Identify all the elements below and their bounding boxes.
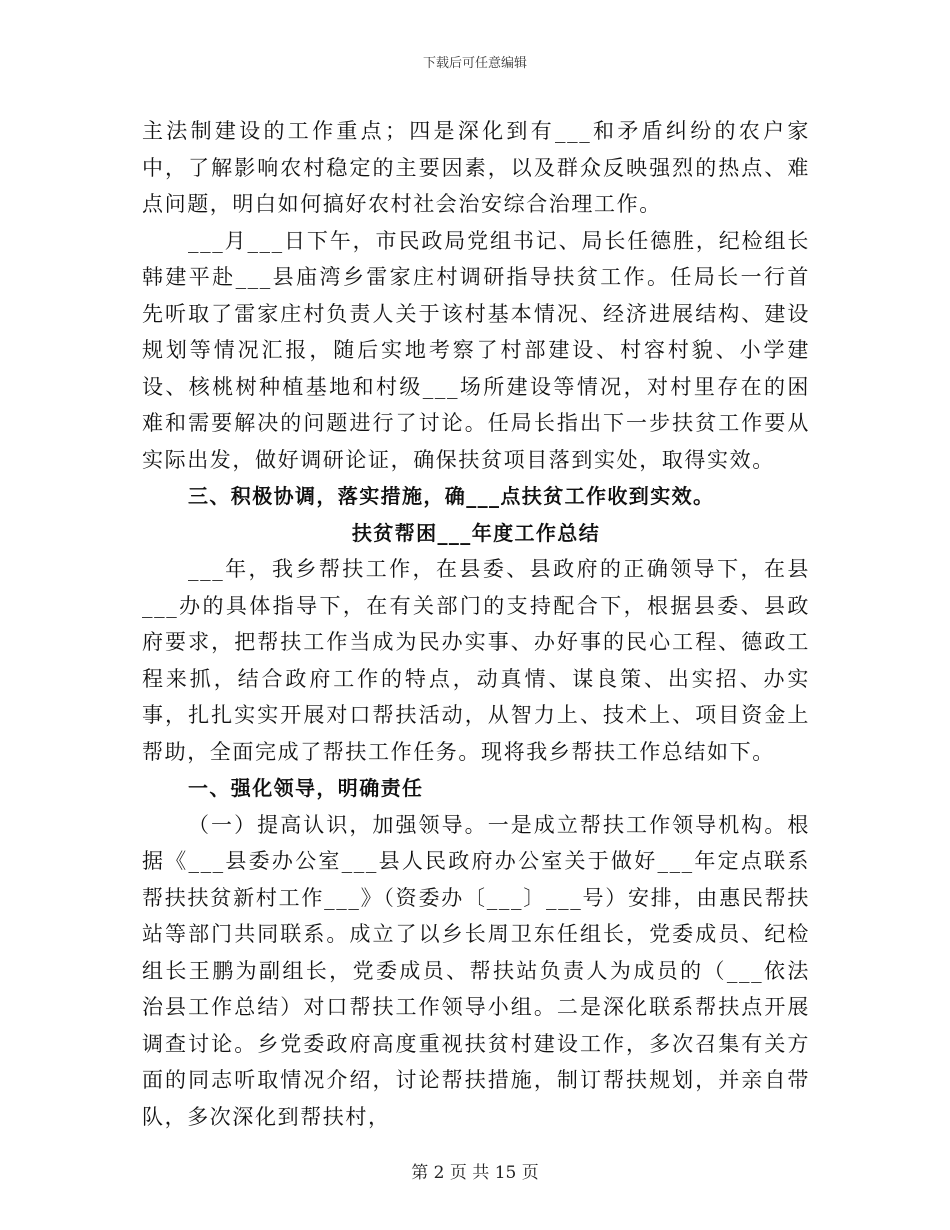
page-header: 下载后可任意编辑 [422,56,527,71]
paragraph-continued: 主法制建设的工作重点；四是深化到有___和矛盾纠纷的农户家中，了解影响农村稳定的主要因素，以及群众反映强烈的热点、难点问题，明白如何搞好农村社会治安综合治理工作。 [142,119,810,216]
document-body [142,113,810,1135]
section-heading-three: 三、积极协调，落实措施，确___点扶贫工作收到实效。 [188,484,715,508]
paragraph-leadership: （一）提高认识，加强领导。一是成立帮扶工作领导机构。根据《___县委办公室___县人民政府办公室关于做好___年定点联系帮扶扶贫新村工作___》（资委办〔___〕___号）安排，由惠民帮扶站等部门共同联系。成立了以乡长周卫东任组长，党委成员、纪检组长王鹏为副组长，党委成员、帮扶站负责人为成员的（___依法治县工作总结）对口帮扶工作领导小组。二是深化联系帮扶点开展调查讨论。乡党委政府高度重视扶贫村建设工作，多次召集有关方面的同志听取情况介绍，讨论帮扶措施，制订帮扶规划，并亲自带队，多次深化到帮扶村， [142,812,810,1129]
section-heading-one: 一、强化领导，明确责任 [188,776,424,800]
page-number: 第 2 页 共 15 页 [411,1163,539,1183]
document-title: 扶贫帮困___年度工作总结 [351,520,601,545]
paragraph-intro: ___年，我乡帮扶工作，在县委、县政府的正确领导下，在县___办的具体指导下，在有关部门的支持配合下，根据县委、县政府要求，把帮扶工作当成为民办实事、办好事的民心工程、德政工程来抓，结合政府工作的特点，动真情、谋良策、出实招、办实事，扎扎实实开展对口帮扶活动，从智力上、技术上、项目资金上帮助，全面完成了帮扶工作任务。现将我乡帮扶工作总结如下。 [142,557,810,764]
paragraph-investigation: ___月___日下午，市民政局党组书记、局长任德胜，纪检组长韩建平赴___县庙湾乡雷家庄村调研指导扶贫工作。任局长一行首先听取了雷家庄村负责人关于该村基本情况、经济进展结构、建设规划等情况汇报，随后实地考察了村部建设、村容村貌、小学建设、核桃树种植基地和村级___场所建设等情况，对村里存在的困难和需要解决的问题进行了讨论。任局长指出下一步扶贫工作要从实际出发，做好调研论证，确保扶贫项目落到实处，取得实效。 [142,228,810,472]
